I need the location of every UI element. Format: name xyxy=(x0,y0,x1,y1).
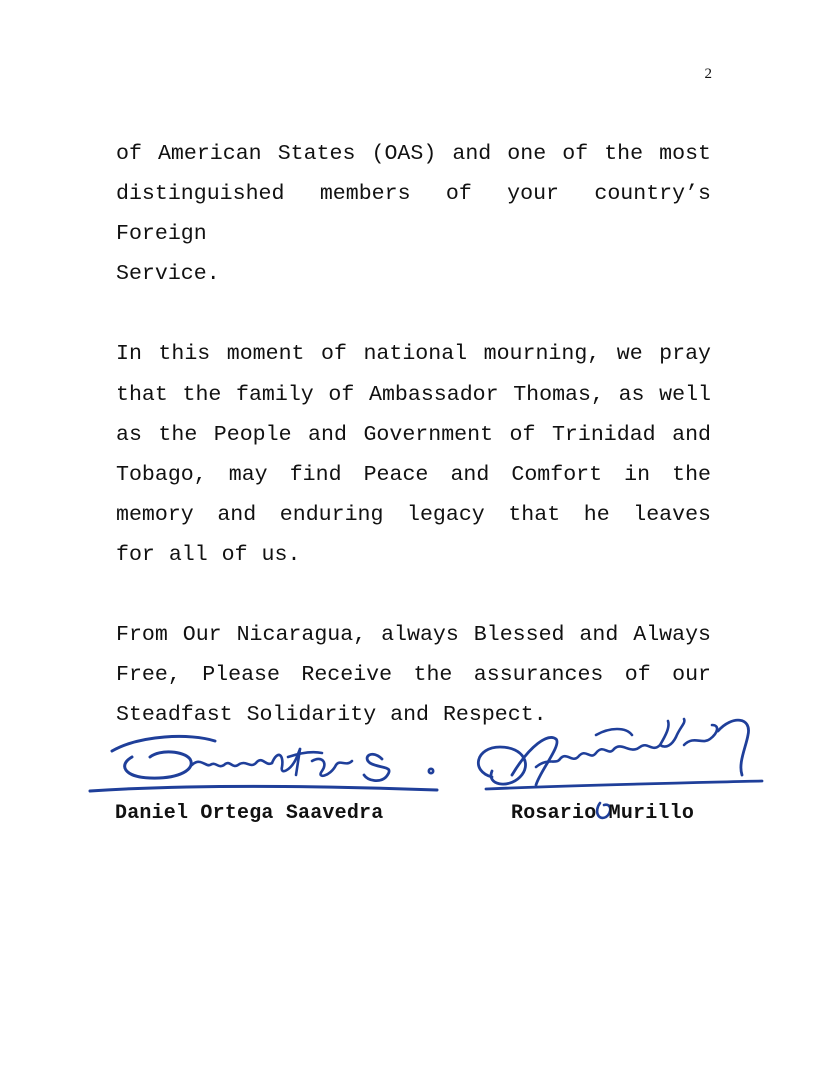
paragraph-line: as the People and Government of Trinidad and xyxy=(116,422,711,447)
paragraph-line: Free, Please Receive the assurances of our xyxy=(116,663,711,688)
signature-block xyxy=(0,705,825,845)
paragraph-1 xyxy=(116,134,711,294)
paragraph-gap xyxy=(116,575,711,615)
letter-body xyxy=(116,134,711,735)
paragraph-line: Steadfast Solidarity and Respect. xyxy=(116,703,547,728)
paragraph-line: In this moment of national mourning, we pray xyxy=(116,342,711,367)
paragraph-gap xyxy=(116,294,711,334)
paragraph-line: for all of us. xyxy=(116,542,301,567)
paragraph-line: Tobago, may find Peace and Comfort in the xyxy=(116,462,711,487)
page-number: 2 xyxy=(704,66,712,82)
signer-name-left: Daniel Ortega Saavedra xyxy=(115,802,384,825)
paragraph-line: Service. xyxy=(116,262,220,287)
signature-left xyxy=(90,736,437,791)
paragraph-line: distinguished members of your country’s Foreign xyxy=(116,182,711,247)
paragraph-line: From Our Nicaragua, always Blessed and Always xyxy=(116,623,711,648)
signer-name-right: Rosario Murillo xyxy=(511,802,695,825)
paragraph-line: that the family of Ambassador Thomas, as well xyxy=(116,382,711,407)
paragraph-2 xyxy=(116,334,711,575)
paragraph-line: of American States (OAS) and one of the most xyxy=(116,142,711,166)
paragraph-line: memory and enduring legacy that he leaves xyxy=(116,502,711,527)
